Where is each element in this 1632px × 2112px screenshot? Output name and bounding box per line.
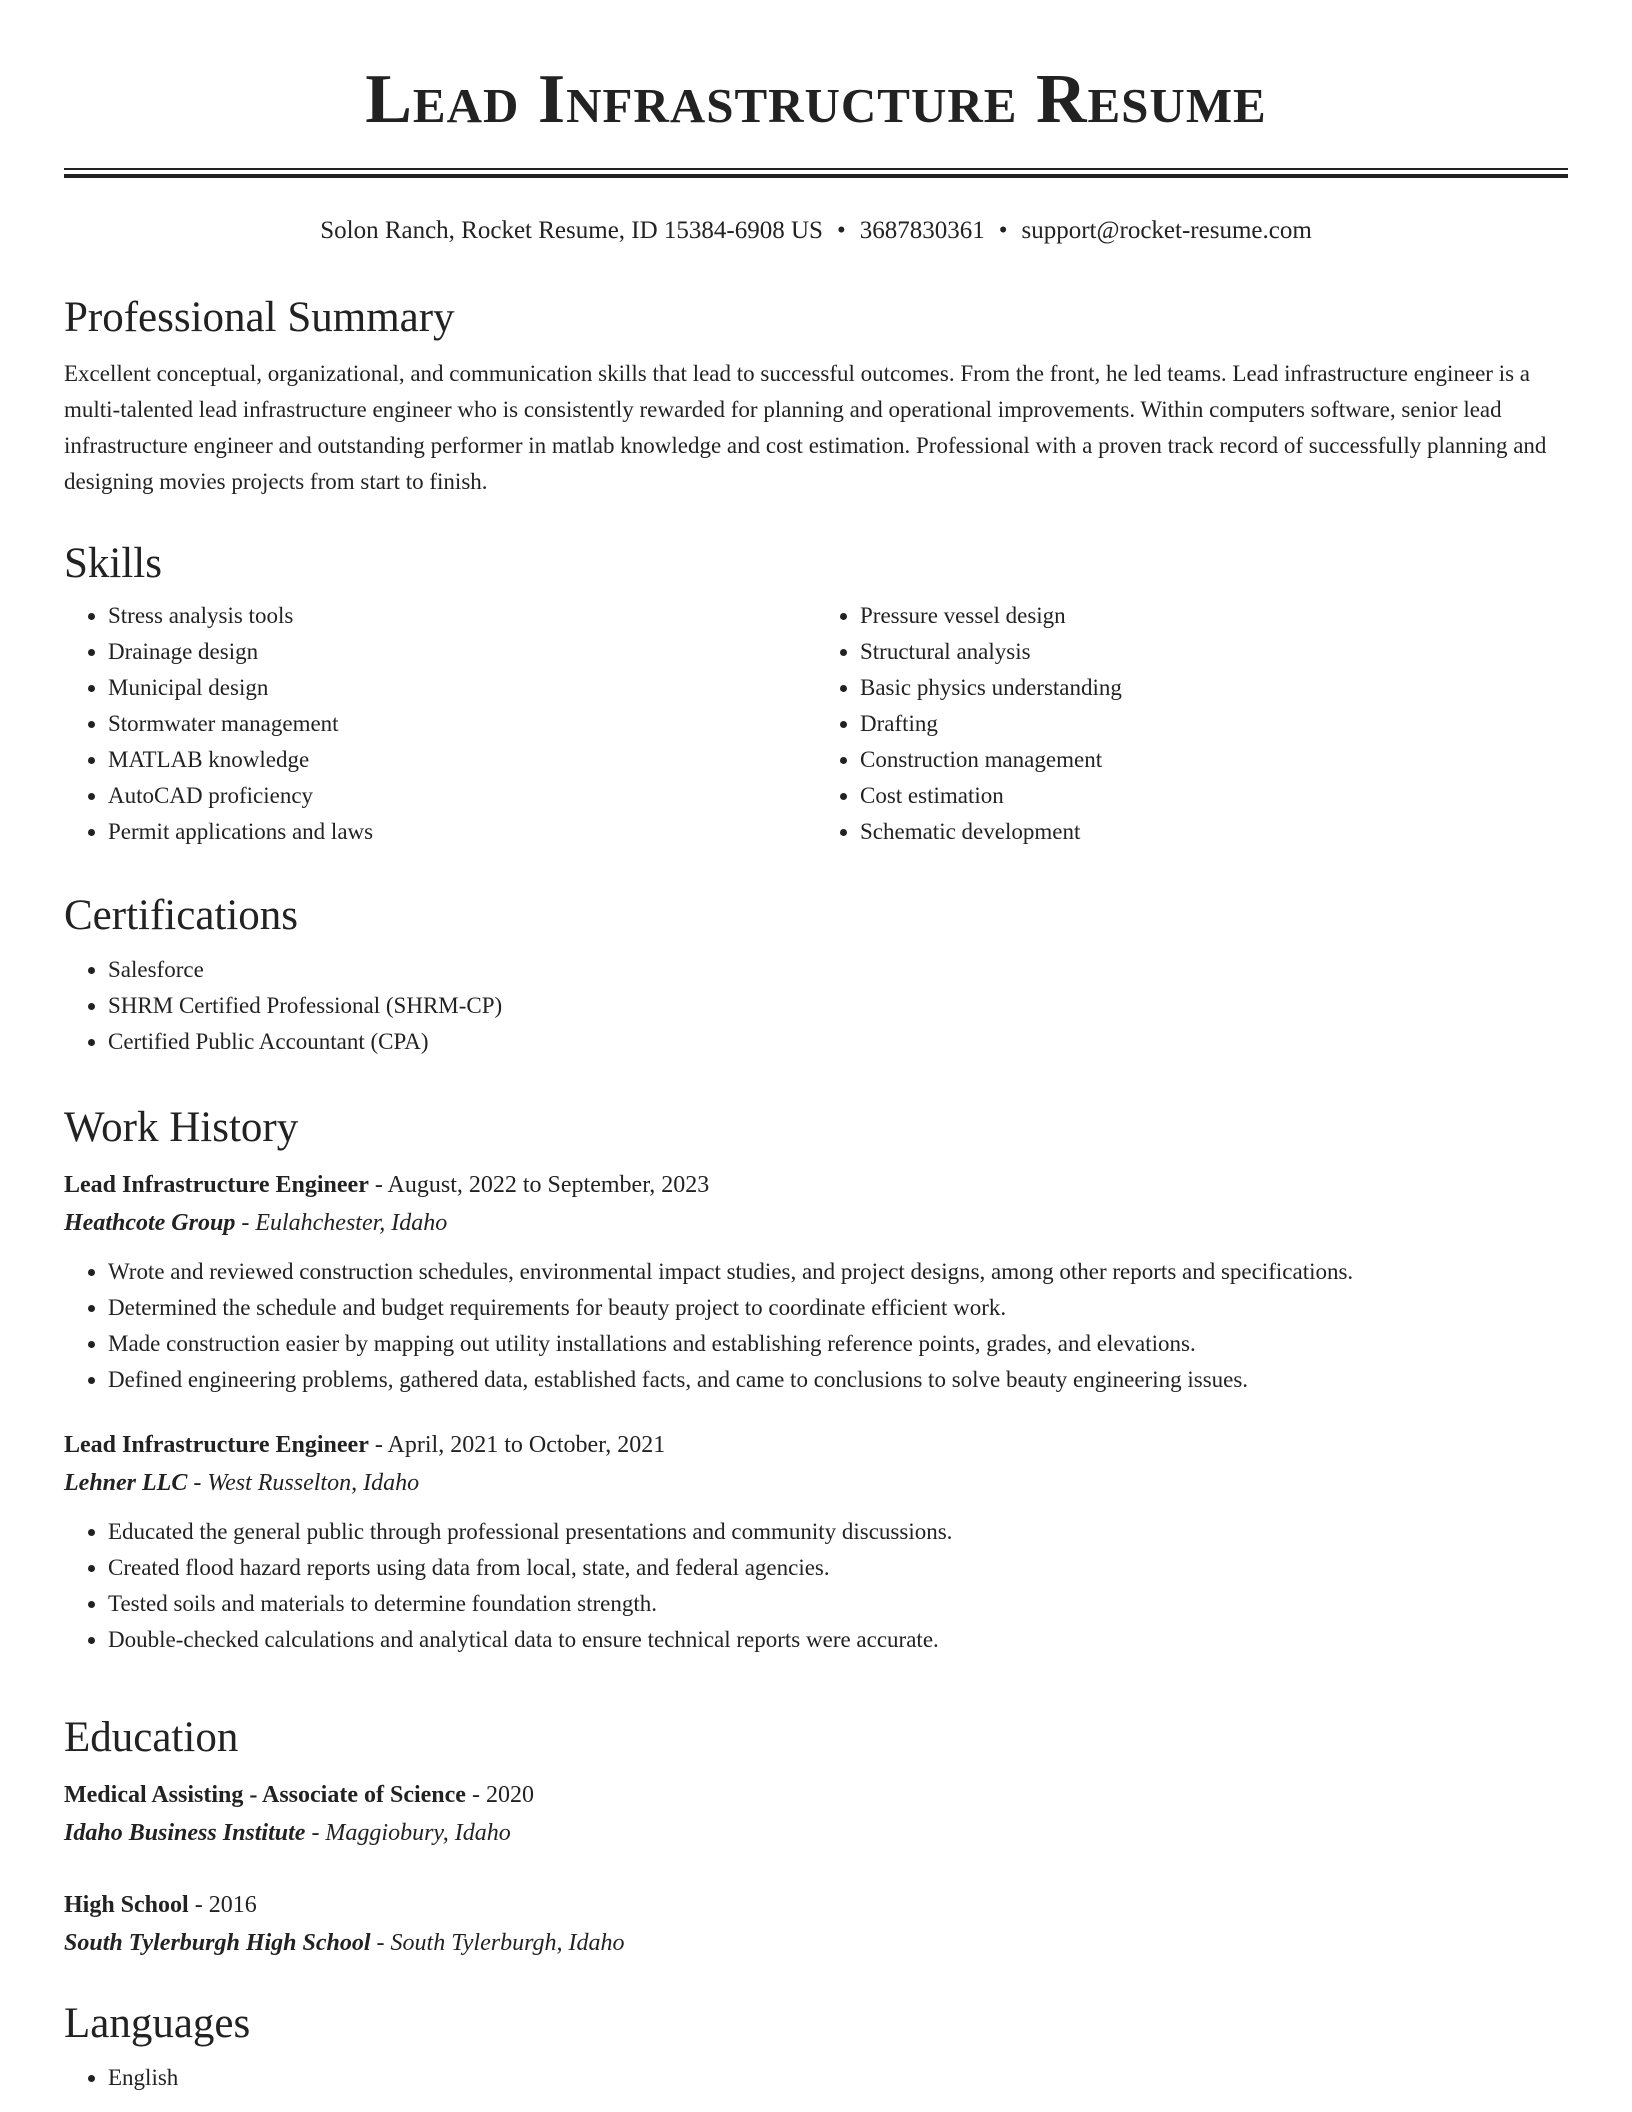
job-bullet: • Created flood hazard reports using data from local, state, and federal agencies. xyxy=(108,1550,1568,1586)
education-school: Idaho Business Institute xyxy=(64,1820,306,1846)
education-entry xyxy=(64,1776,1568,1852)
job-bullets xyxy=(64,1514,1568,1658)
job-bullet: • Defined engineering problems, gathered data, established facts, and came to conclusions to solve beauty engineering issues. xyxy=(108,1362,1568,1398)
resume-title: Lead Infrastructure Resume xyxy=(365,61,1267,138)
languages-heading: Languages xyxy=(64,2000,251,2047)
skill-item: • MATLAB knowledge xyxy=(108,742,816,778)
job-bullet: • Made construction easier by mapping out utility installations and establishing reference points, grades, and elevations. xyxy=(108,1326,1568,1362)
skill-item: • Stress analysis tools xyxy=(108,598,816,634)
contact-address: Solon Ranch, Rocket Resume, ID 15384-6908 US xyxy=(320,217,823,244)
skills-list-right xyxy=(816,598,1568,850)
education-entry xyxy=(64,1886,1568,1962)
skill-item: • AutoCAD proficiency xyxy=(108,778,816,814)
summary-section xyxy=(64,292,1568,500)
skill-item: • Cost estimation xyxy=(860,778,1568,814)
skill-item: • Permit applications and laws xyxy=(108,814,816,850)
job-location: - West Russelton, Idaho xyxy=(187,1470,420,1496)
work-history-section xyxy=(64,1102,1568,1658)
certifications-section xyxy=(64,890,1568,1060)
job-entry xyxy=(64,1426,1568,1658)
education-year: - 2020 xyxy=(465,1782,534,1808)
contact-email: support@rocket-resume.com xyxy=(1021,217,1312,244)
contact-phone: 3687830361 xyxy=(859,217,985,244)
certifications-list xyxy=(64,952,1568,1060)
education-heading: Education xyxy=(64,1714,239,1761)
job-bullet: • Wrote and reviewed construction schedules, environmental impact studies, and project designs, among other reports and specifications. xyxy=(108,1254,1568,1290)
education-degree: Medical Assisting - Associate of Science xyxy=(64,1782,466,1808)
certification-item: • SHRM Certified Professional (SHRM-CP) xyxy=(108,988,1568,1024)
skill-item: • Basic physics understanding xyxy=(860,670,1568,706)
job-title: Lead Infrastructure Engineer xyxy=(64,1172,369,1198)
summary-heading: Professional Summary xyxy=(64,294,455,341)
job-title-line xyxy=(64,1426,1568,1464)
job-title: Lead Infrastructure Engineer xyxy=(64,1432,369,1458)
skill-item: • Structural analysis xyxy=(860,634,1568,670)
education-section xyxy=(64,1712,1568,1962)
education-school-line xyxy=(64,1814,1568,1852)
contact-separator: • xyxy=(836,217,846,244)
certification-item: • Certified Public Accountant (CPA) xyxy=(108,1024,1568,1060)
education-school-line xyxy=(64,1924,1568,1962)
contact-line xyxy=(0,214,1632,248)
certification-item: • Salesforce xyxy=(108,952,1568,988)
skills-list-left xyxy=(64,598,816,850)
job-bullet: • Double-checked calculations and analytical data to ensure technical reports were accurate. xyxy=(108,1622,1568,1658)
skill-item: • Schematic development xyxy=(860,814,1568,850)
certifications-heading: Certifications xyxy=(64,892,299,939)
job-bullet: • Determined the schedule and budget requirements for beauty project to coordinate efficient work. xyxy=(108,1290,1568,1326)
education-degree-line xyxy=(64,1886,1568,1924)
skill-item: • Municipal design xyxy=(108,670,816,706)
languages-list xyxy=(64,2060,1568,2096)
job-dates: - August, 2022 to September, 2023 xyxy=(368,1172,710,1198)
skill-item: • Construction management xyxy=(860,742,1568,778)
skill-item: • Drainage design xyxy=(108,634,816,670)
job-title-line xyxy=(64,1166,1568,1204)
education-location: - Maggiobury, Idaho xyxy=(305,1820,511,1846)
job-company: Heathcote Group xyxy=(64,1210,236,1236)
job-location: - Eulahchester, Idaho xyxy=(235,1210,448,1236)
education-degree-line xyxy=(64,1776,1568,1814)
education-degree: High School xyxy=(64,1892,189,1918)
job-entry xyxy=(64,1166,1568,1398)
contact-separator: • xyxy=(998,217,1008,244)
skill-item: • Stormwater management xyxy=(108,706,816,742)
skill-item: • Drafting xyxy=(860,706,1568,742)
skills-section xyxy=(64,538,1568,850)
skills-columns xyxy=(64,598,1568,850)
skills-heading: Skills xyxy=(64,540,162,587)
job-bullet: • Educated the general public through professional presentations and community discussions. xyxy=(108,1514,1568,1550)
summary-text: Excellent conceptual, organizational, and communication skills that lead to successful outcomes. From the front, he led teams. Lead infrastructure engineer is a multi-talented lead infrastructure engineer who is consistently rewarded for planning and operational improvements. Within computers software, senior lead infrastructure engineer and outstanding performer in matlab knowledge and cost estimation. Professional with a proven track record of successfully planning and designing movies projects from start to finish. xyxy=(64,361,1547,494)
job-bullets xyxy=(64,1254,1568,1398)
skill-item: • Pressure vessel design xyxy=(860,598,1568,634)
education-year: - 2016 xyxy=(188,1892,257,1918)
job-bullet: • Tested soils and materials to determine foundation strength. xyxy=(108,1586,1568,1622)
languages-section xyxy=(64,1998,1568,2096)
job-company: Lehner LLC xyxy=(64,1470,188,1496)
job-company-line xyxy=(64,1464,1568,1502)
title-rule-thin xyxy=(64,168,1568,170)
work-history-heading: Work History xyxy=(64,1104,299,1151)
education-school: South Tylerburgh High School xyxy=(64,1930,371,1956)
job-company-line xyxy=(64,1204,1568,1242)
title-rule-thick xyxy=(64,174,1568,178)
education-location: - South Tylerburgh, Idaho xyxy=(370,1930,625,1956)
language-item: • English xyxy=(108,2060,1568,2096)
job-dates: - April, 2021 to October, 2021 xyxy=(368,1432,666,1458)
